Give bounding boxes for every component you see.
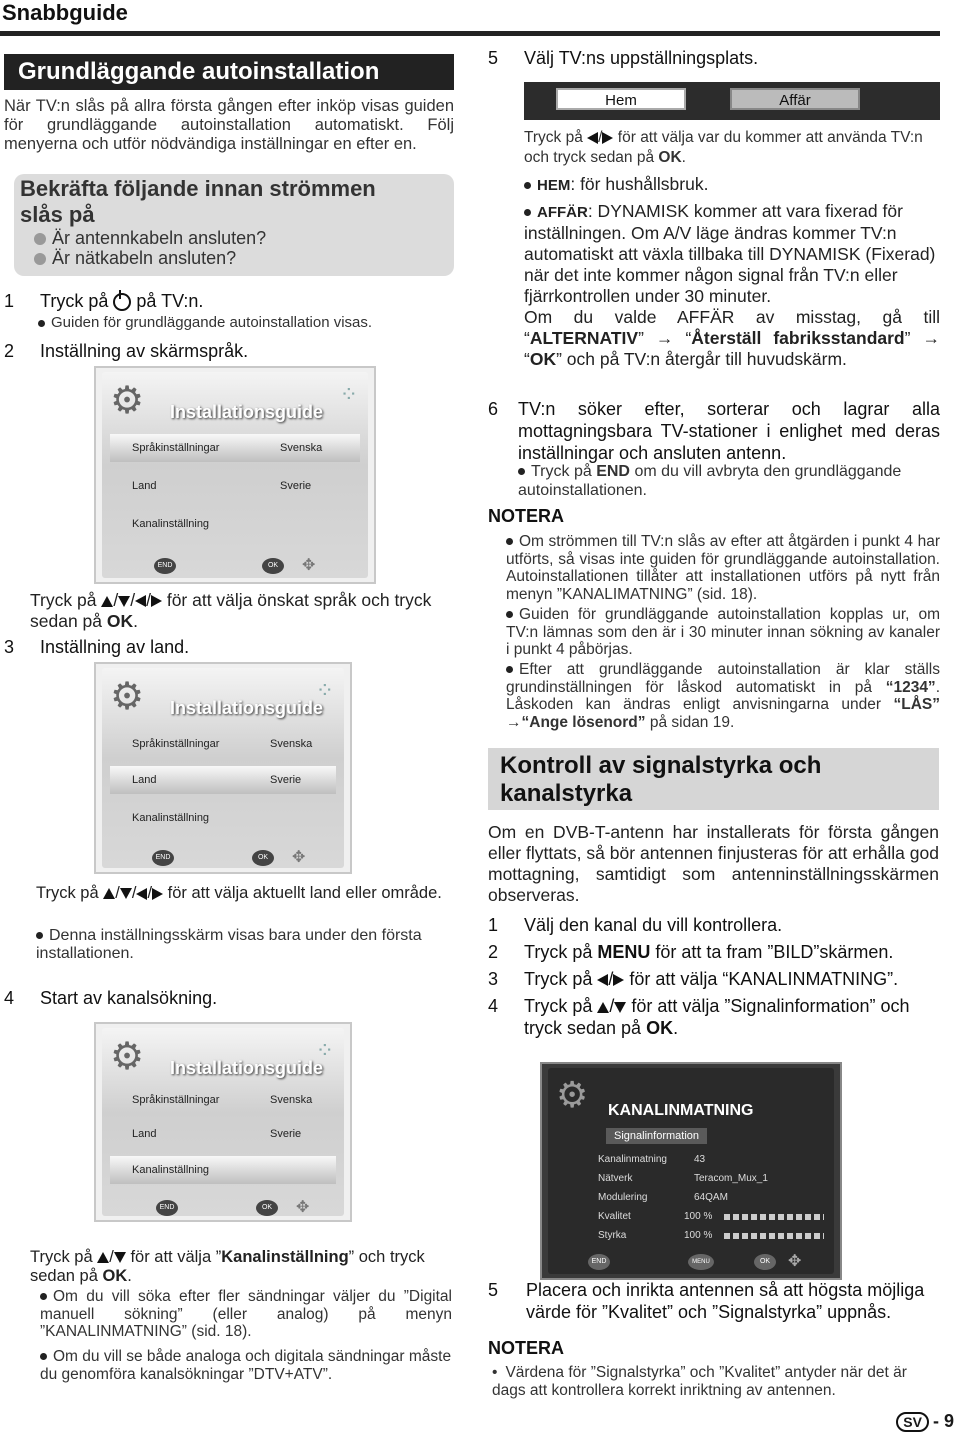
step-6-bullet: Tryck på END om du vill avbryta den grundläggande autoinstallationen.: [518, 463, 902, 499]
screen-subtitle: Signalinformation: [606, 1128, 707, 1144]
bullet-icon: [34, 253, 46, 265]
step-2-caption: Tryck på / / / för att välja önskat språk och tryck sedan på OK.: [30, 590, 432, 631]
affar-reset-line: Om du valde AFFÄR av misstag, gå till “ALTERNATIV” → “Återställ fabriksstandard” → “OK” och på TV:n återgår till huvudskärm.: [524, 307, 940, 369]
header-rule: [0, 31, 940, 36]
menu-button: MENU: [688, 1254, 714, 1270]
arrow-up-icon: [597, 1002, 609, 1013]
dpad-icon: ✥: [788, 1253, 802, 1270]
s2-step-3: 3 Tryck på / för att välja “KANALINMATNING”.: [488, 969, 899, 989]
arrow-up-icon: [101, 596, 113, 607]
screen-row: Land Sverie: [110, 766, 336, 794]
step-1-bullet: Guiden för grundläggande autoinstallation visas.: [38, 314, 458, 332]
s2-step-5: 5 Placera och inrikta antennen så att högsta möjliga värde för ”Kvalitet” och ”Signalstyrka” uppnås.: [488, 1280, 925, 1322]
ok-button: OK: [754, 1254, 776, 1270]
signal-row: Styrka 100 %: [594, 1228, 834, 1244]
arrow-left-icon: [597, 974, 608, 986]
step-5-caption: Tryck på / för att välja var du kommer att använda TV:n och tryck sedan på OK.: [524, 129, 923, 166]
screen-title: Installationsguide: [170, 1058, 324, 1078]
screen-row: Språkinställningar Svenska: [110, 434, 360, 462]
section2-intro: Om en DVB-T-antenn har installerats för första gången eller flyttats, så bör antennen finjusteras för att erhålla god mottagning, samtidigt som antenninställningsskärmen observeras.: [488, 822, 939, 905]
lang-badge: SV: [896, 1412, 929, 1432]
screen-row: Land Sverie: [132, 480, 312, 492]
step-4-caption: Tryck på / för att välja ”Kanalinställning” och tryck sedan på OK.: [30, 1248, 425, 1285]
dpad-icon: ✥: [296, 1199, 310, 1216]
screen-title: Installationsguide: [170, 698, 324, 718]
power-icon: [113, 293, 131, 311]
arrow-up-icon: [103, 888, 115, 899]
step-5: 5 Välj TV:ns uppställningsplats.: [488, 48, 759, 68]
notera-2-bullet: • Värdena för ”Signalstyrka” och ”Kvalitet” antyder när det är dags att kontrollera korrekt inriktning av antennen.: [492, 1364, 907, 1399]
screen-row: Språkinställningar Svenska: [132, 738, 313, 750]
s2-step-4: 4 Tryck på / för att välja ”Signalinformation” och tryck sedan på OK.: [488, 996, 910, 1038]
dots-icon: ⁘: [315, 1038, 334, 1063]
notera-1-bullet-1: Om strömmen till TV:n slås av efter att åtgärden i punkt 4 har utförts, så visas inte guiden för grundläggande autoinstallation. Autoinstallationen tillåter att installationen utförs på nytt från menyn ”KANALIMATNING” (sid. 18).: [506, 533, 940, 603]
ok-button: OK: [252, 850, 274, 866]
arrow-down-icon: [114, 1252, 126, 1263]
end-button: END: [156, 1200, 178, 1216]
notera-heading-2: NOTERA: [488, 1338, 564, 1358]
install-guide-screen-channel: [94, 1022, 352, 1222]
gear-icon: ⚙: [110, 1036, 145, 1078]
screen-row: Språkinställningar Svenska: [132, 1094, 313, 1106]
page-header: [0, 0, 960, 40]
screen-row: Kanalinställning: [110, 1156, 336, 1184]
screen-row: Kanalinställning: [132, 812, 210, 824]
dpad-icon: ✥: [292, 849, 306, 866]
gear-icon: ⚙: [556, 1074, 589, 1115]
notera-1-bullet-2: Guiden för grundläggande autoinstallation kopplas ur, om TV:n lämnas som den är i 30 minuter innan sökning av kanaler i punkt 4 påbörjas.: [506, 606, 940, 658]
option-hem[interactable]: Hem: [556, 88, 686, 110]
location-selector: [524, 82, 940, 120]
screen-row: Kanalinställning: [132, 518, 210, 530]
page-number: SV - 9: [896, 1411, 954, 1432]
signal-row: Kvalitet 100 %: [594, 1209, 834, 1225]
s2-step-1: 1 Välj den kanal du vill kontrollera.: [488, 915, 783, 935]
arrow-right-icon: [151, 595, 162, 607]
check-box-title: Bekräfta följande innan strömmen slås på: [20, 176, 376, 227]
section-title-autoinstall: Grundläggande autoinstallation: [4, 54, 454, 90]
notera-heading-1: NOTERA: [488, 506, 564, 526]
arrow-down-icon: [120, 888, 132, 899]
step-4: 4 Start av kanalsökning.: [4, 988, 218, 1008]
arrow-left-icon: [587, 132, 598, 144]
step-3-caption: Tryck på / / / för att välja aktuellt land eller område.: [36, 884, 442, 902]
step-4-bullet-1: Om du vill söka efter fler sändningar väljer du ”Digital manuell sökning” (eller analog) på menyn ”KANALINMATNING” (sid. 18).: [40, 1288, 452, 1340]
affar-line: AFFÄR: DYNAMISK kommer att vara fixerad för inställningen. Om A/V läge ändras kommer TV:n automatiskt att växla tillbaka till DYNAMISK (Fixerad) när det inte kommer någon signal från TV:n eller fjärrkontrollen under 30 minuter.: [524, 201, 936, 306]
step-3: 3 Inställning av land.: [4, 637, 190, 657]
option-affar[interactable]: Affär: [730, 88, 860, 110]
step-2: 2 Inställning av skärmspråk.: [4, 341, 249, 361]
arrow-left-icon: [135, 595, 146, 607]
dpad-icon: ✥: [302, 557, 316, 574]
bullet-icon: [34, 233, 46, 245]
step-3-bullet: Denna inställningsskärm visas bara under den första installationen.: [36, 927, 422, 962]
notera-1-bullet-3: Efter att grundläggande autoinstallation är klar ställs grundinställningen för låskod automatiskt in på “1234”. Låskoden kan ändras enligt anvisningarna under “LÅS” →“Ange lösenord” på sidan 19.: [506, 661, 940, 731]
arrow-right-icon: [613, 974, 624, 986]
gear-icon: ⚙: [110, 676, 145, 718]
arrow-down-icon: [118, 596, 130, 607]
end-button: END: [588, 1254, 610, 1270]
intro-text: När TV:n slås på allra första gången efter inköp visas guiden för grundläggande autoinstallation automatiskt. Följ menyerna och utför nödvändiga inställningar en efter en.: [4, 97, 454, 153]
section-title-signal: Kontroll av signalstyrka och kanalstyrka: [488, 748, 939, 810]
end-button: END: [152, 850, 174, 866]
install-guide-screen-country: [94, 662, 352, 874]
install-guide-screen-language: [94, 366, 376, 584]
gear-icon: ⚙: [110, 380, 145, 422]
arrow-right-icon: [152, 888, 163, 900]
step-4-bullet-2: Om du vill se både analoga och digitala sändningar måste du genomföra kanalsökningar ”DTV+ATV”.: [40, 1348, 452, 1383]
check-item-power: Är nätkabeln ansluten?: [34, 248, 236, 269]
check-item-antenna: Är antennkabeln ansluten?: [34, 228, 266, 249]
step-6: 6 TV:n söker efter, sorterar och lagrar alla mottagningsbara TV-stationer i enlighet med deras inställningar och ansluten antenn.: [488, 399, 940, 463]
screen-title: Installationsguide: [170, 402, 324, 422]
step-1: 1 Tryck på på TV:n.: [4, 291, 204, 311]
signal-row: Nätverk Teracom_Mux_1: [598, 1173, 768, 1184]
kanalinmatning-screen: [540, 1062, 842, 1280]
page-title: Snabbguide: [2, 0, 128, 25]
dots-icon: ⁘: [315, 678, 334, 703]
ok-button: OK: [256, 1200, 278, 1216]
s2-step-2: 2 Tryck på MENU för att ta fram ”BILD”skärmen.: [488, 942, 894, 962]
end-button: END: [154, 558, 176, 574]
signal-row: Modulering 64QAM: [598, 1192, 728, 1203]
arrow-down-icon: [614, 1002, 626, 1013]
check-box: [14, 174, 454, 276]
ok-button: OK: [262, 558, 284, 574]
hem-line: HEM: för hushållsbruk.: [524, 174, 940, 196]
signal-row: Kanalinmatning 43: [598, 1154, 706, 1165]
dots-icon: ⁘: [339, 382, 358, 407]
arrow-left-icon: [136, 888, 147, 900]
screen-row: Land Sverie: [132, 1128, 302, 1140]
arrow-up-icon: [97, 1252, 109, 1263]
arrow-right-icon: [602, 132, 613, 144]
screen-title: KANALINMATNING: [608, 1102, 754, 1119]
